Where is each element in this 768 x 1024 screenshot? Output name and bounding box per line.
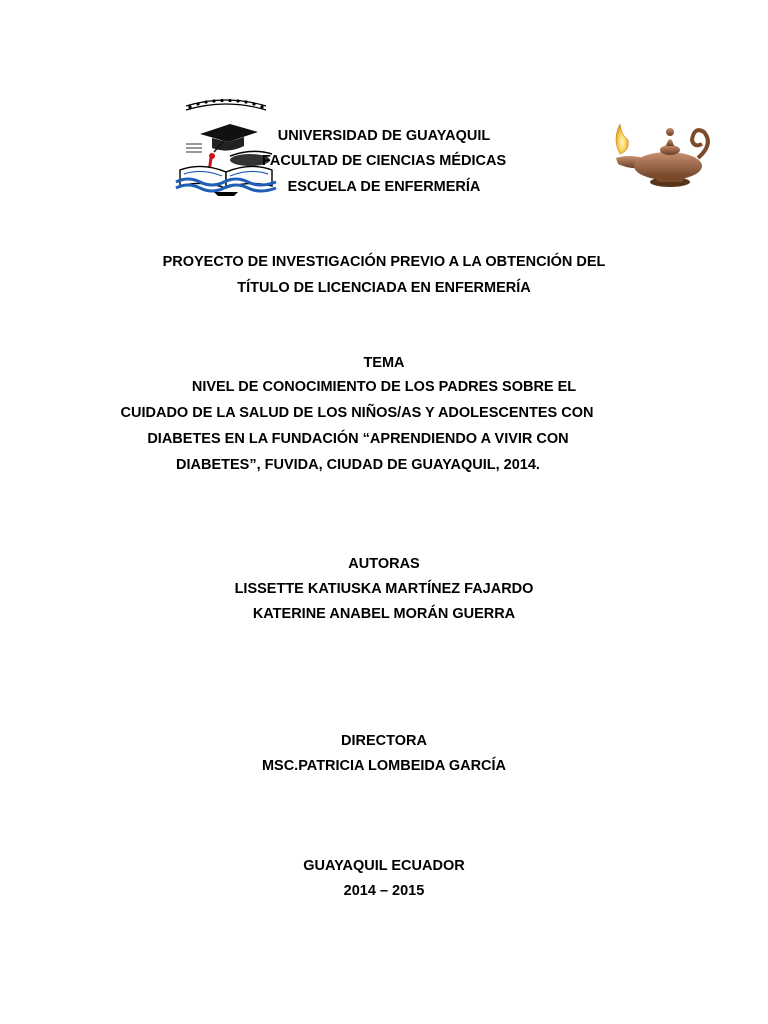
years: 2014 – 2015: [343, 883, 425, 899]
topic-line-3: DIABETES EN LA FUNDACIÓN “APRENDIENDO A VIVIR CON: [147, 431, 569, 447]
authors-heading: AUTORAS: [348, 556, 420, 572]
author-name-2: KATERINE ANABEL MORÁN GUERRA: [252, 606, 516, 622]
director-name: MSC.PATRICIA LOMBEIDA GARCÍA: [261, 758, 507, 774]
topic-line-4: DIABETES”, FUVIDA, CIUDAD DE GUAYAQUIL, 2014.: [176, 457, 540, 473]
topic-heading: TEMA: [363, 355, 405, 371]
place: GUAYAQUIL ECUADOR: [303, 858, 465, 874]
topic-line-1: NIVEL DE CONOCIMIENTO DE LOS PADRES SOBRE EL: [191, 379, 577, 395]
director-heading: DIRECTORA: [341, 733, 427, 749]
university-name: UNIVERSIDAD DE GUAYAQUIL: [277, 128, 491, 144]
project-line-2: TÍTULO DE LICENCIADA EN ENFERMERÍA: [237, 280, 531, 296]
school-name: ESCUELA DE ENFERMERÍA: [287, 179, 481, 195]
topic-line-2: CUIDADO DE LA SALUD DE LOS NIÑOS/AS Y ADOLESCENTES CON: [120, 405, 594, 421]
project-line-1: PROYECTO DE INVESTIGACIÓN PREVIO A LA OBTENCIÓN DEL: [162, 254, 606, 270]
author-name-1: LISSETTE KATIUSKA MARTÍNEZ FAJARDO: [234, 581, 534, 597]
faculty-name: FACULTAD DE CIENCIAS MÉDICAS: [261, 153, 507, 169]
